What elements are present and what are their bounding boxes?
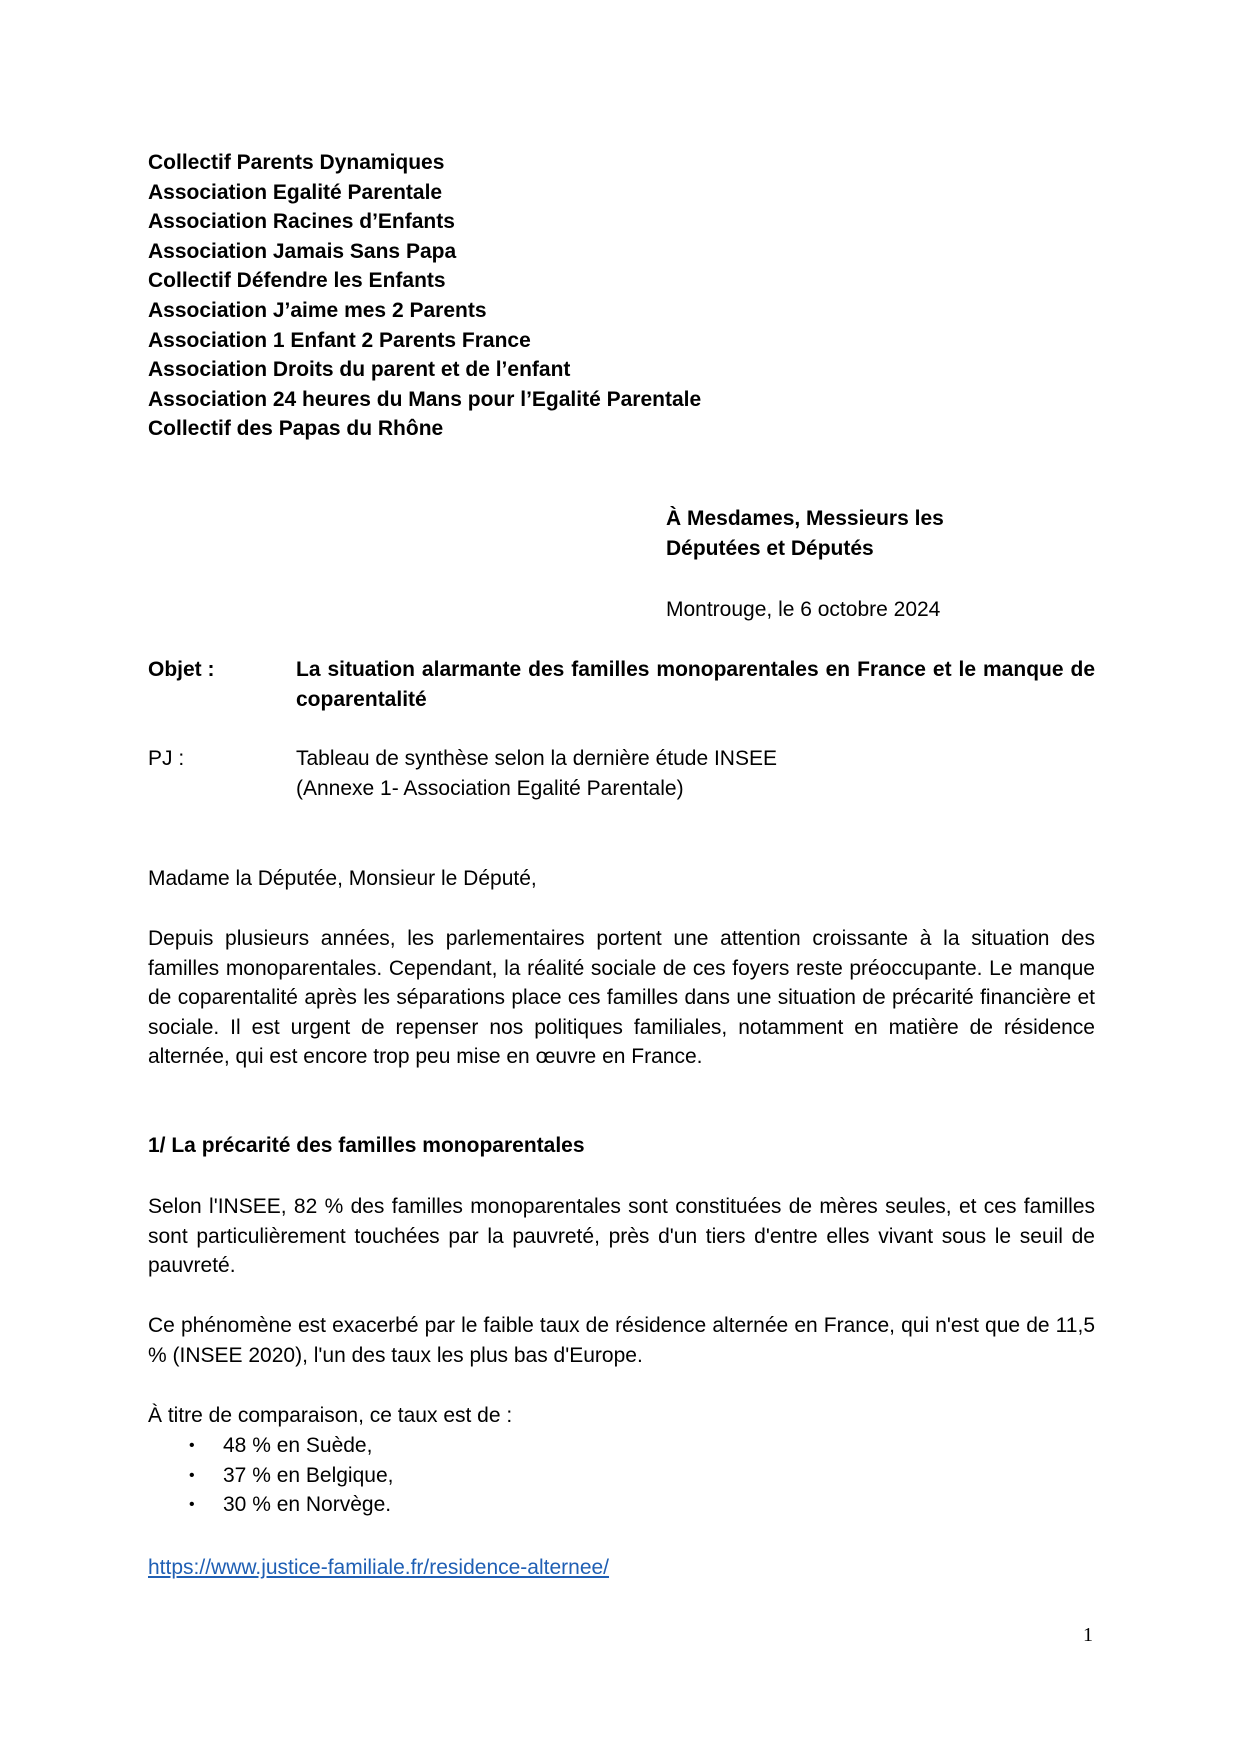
- body-paragraph: Ce phénomène est exacerbé par le faible taux de résidence alternée en France, qui n'est que de 11,5 % (INSEE 2020), l'un des taux les plus bas d'Europe.: [148, 1314, 1095, 1367]
- sender-list: [148, 148, 701, 444]
- list-item: [148, 1461, 393, 1491]
- recipient-line: Députées et Députés: [666, 537, 874, 560]
- section-heading: 1/ La précarité des familles monoparentales: [148, 1134, 585, 1157]
- attachment-label: PJ :: [148, 747, 185, 770]
- salutation: Madame la Députée, Monsieur le Député,: [148, 867, 537, 890]
- sender-name: Collectif Défendre les Enfants: [148, 269, 446, 293]
- recipient-line: À Mesdames, Messieurs les: [666, 507, 944, 530]
- body-paragraph: Depuis plusieurs années, les parlementaires portent une attention croissante à la situation des familles monoparentales. Cependant, la réalité sociale de ces foyers reste préoccupante. Le manque de coparentalité après les séparations place ces familles dans une situation de précarité financière et sociale. Il est urgent de repenser nos politiques familiales, notamment en matière de résidence alternée, qui est encore trop peu mise en œuvre en France.: [148, 927, 1095, 1069]
- letter-date: Montrouge, le 6 octobre 2024: [666, 598, 941, 621]
- source-link[interactable]: https://www.justice-familiale.fr/residence-alternee/: [148, 1556, 610, 1579]
- subject-row: [148, 655, 1095, 715]
- sender-name: Collectif Parents Dynamiques: [148, 151, 445, 174]
- sender-name: Association J’aime mes 2 Parents: [148, 298, 487, 322]
- list-item-text: 30 % en Norvège.: [223, 1493, 392, 1517]
- list-item: [148, 1490, 393, 1520]
- attachment-text: [296, 744, 1095, 804]
- comparison-list: [148, 1431, 393, 1520]
- comparison-intro: À titre de comparaison, ce taux est de :: [148, 1404, 513, 1427]
- sender-name: Association 1 Enfant 2 Parents France: [148, 328, 531, 352]
- body-paragraph: Selon l'INSEE, 82 % des familles monoparentales sont constituées de mères seules, et ces familles sont particulièrement touchées par la pauvreté, près d'un tiers d'entre elles vivant sous le seuil de pauvreté.: [148, 1195, 1095, 1278]
- subject-label: Objet :: [148, 658, 215, 681]
- attachment-line: Tableau de synthèse selon la dernière étude INSEE: [296, 747, 777, 770]
- sender-name: Association Jamais Sans Papa: [148, 239, 457, 263]
- bullet-icon: •: [189, 1496, 195, 1514]
- attachment-line: (Annexe 1- Association Egalité Parentale): [296, 777, 684, 800]
- list-item: [148, 1431, 393, 1461]
- sender-name: Association Droits du parent et de l’enfant: [148, 358, 571, 382]
- subject-text: La situation alarmante des familles monoparentales en France et le manque de coparentalité: [296, 658, 1095, 711]
- sender-name: Association Egalité Parentale: [148, 180, 443, 204]
- sender-name: Association Racines d’Enfants: [148, 210, 455, 234]
- recipient-block: [666, 504, 944, 564]
- page-number: 1: [1083, 1624, 1093, 1646]
- list-item-text: 48 % en Suède,: [223, 1434, 373, 1457]
- bullet-icon: •: [189, 1437, 195, 1454]
- attachment-row: [148, 744, 1095, 804]
- sender-name: Collectif des Papas du Rhône: [148, 417, 444, 441]
- bullet-icon: •: [189, 1466, 195, 1484]
- sender-name: Association 24 heures du Mans pour l’Egalité Parentale: [148, 387, 702, 411]
- list-item-text: 37 % en Belgique,: [223, 1463, 394, 1487]
